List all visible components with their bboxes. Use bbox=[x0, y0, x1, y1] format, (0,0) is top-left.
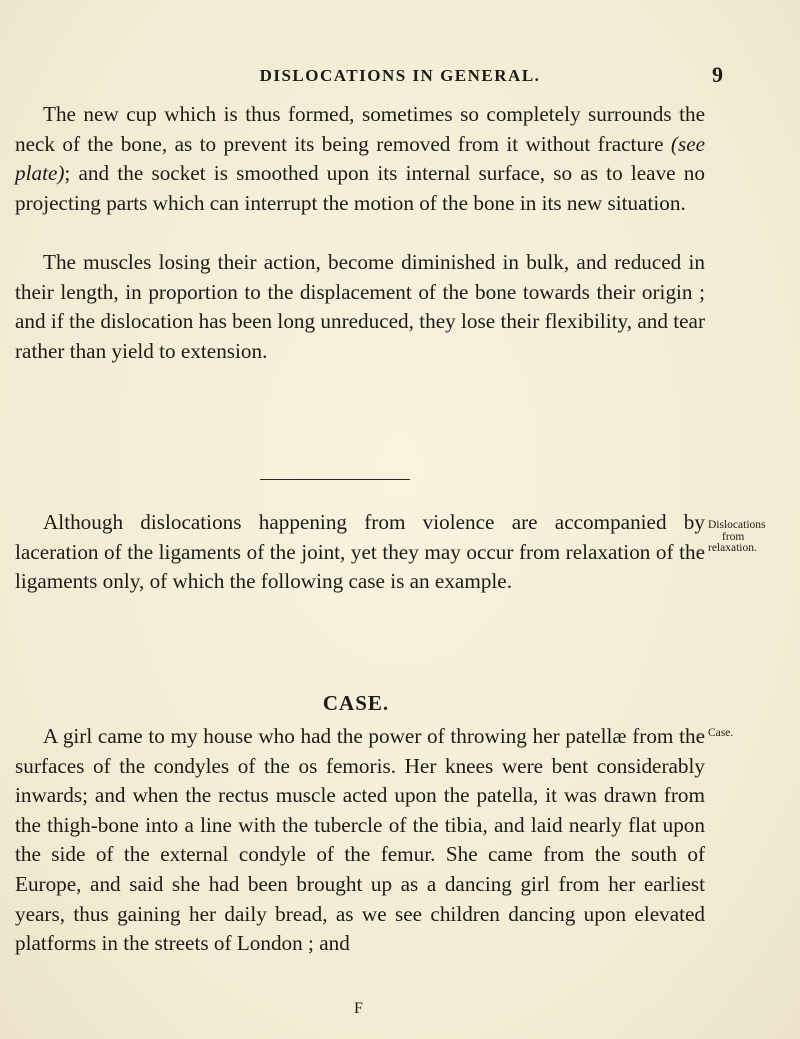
page-number: 9 bbox=[712, 62, 723, 87]
paragraph-new-cup bbox=[15, 100, 705, 218]
signature-mark: F bbox=[354, 1000, 364, 1017]
marginal-note-case bbox=[708, 728, 796, 740]
paragraph-relaxation: Although dislocations happening from violence are accompanied by laceration of the ligaments of the joint, yet they may occur from relaxation of the ligaments only, of which the following case is an example. bbox=[15, 510, 705, 594]
paragraph-muscles: The muscles losing their action, become diminished in bulk, and reduced in their length, in proportion to the displacement of the bone towards their origin ; and if the dislocation has been long unreduced, they lose their flexibility, and tear rather than yield to extension. bbox=[15, 250, 705, 363]
case-heading: CASE. bbox=[322, 691, 390, 715]
paragraph-case: A girl came to my house who had the power of throwing her patellæ from the surfaces of the condyles of the os femoris. Her knees were bent considerably inwards; and when the rectus muscle acted upon the patella, it was drawn from the thigh-bone into a line with the tubercle of the tibia, and laid nearly flat upon the side of the external condyle of the femur. She came from the south of Europe, and said she had been brought up as a dancing girl from her earliest years, thus gaining her daily bread, as we see children dancing upon elevated platforms in the streets of London ; and bbox=[15, 724, 705, 956]
running-title: DISLOCATIONS IN GENERAL. bbox=[259, 66, 541, 85]
marginal-note-line: from bbox=[722, 530, 745, 543]
paragraph-text: The new cup which is thus formed, sometimes so completely surrounds the neck of the bone, as to prevent its being removed from it without fracture bbox=[15, 102, 705, 156]
marginal-note-line: Dislocations bbox=[708, 519, 766, 531]
paragraph-text: ; and the socket is smoothed upon its internal surface, so as to leave no projecting parts which can interrupt the motion of the bone in its new situation. bbox=[15, 161, 705, 215]
marginal-note-line: relaxation. bbox=[708, 542, 757, 554]
plate-reference: (see plate) bbox=[15, 131, 705, 186]
marginal-note-line: Case. bbox=[708, 727, 734, 739]
marginal-note-dislocations bbox=[708, 520, 796, 555]
section-divider bbox=[260, 479, 410, 480]
